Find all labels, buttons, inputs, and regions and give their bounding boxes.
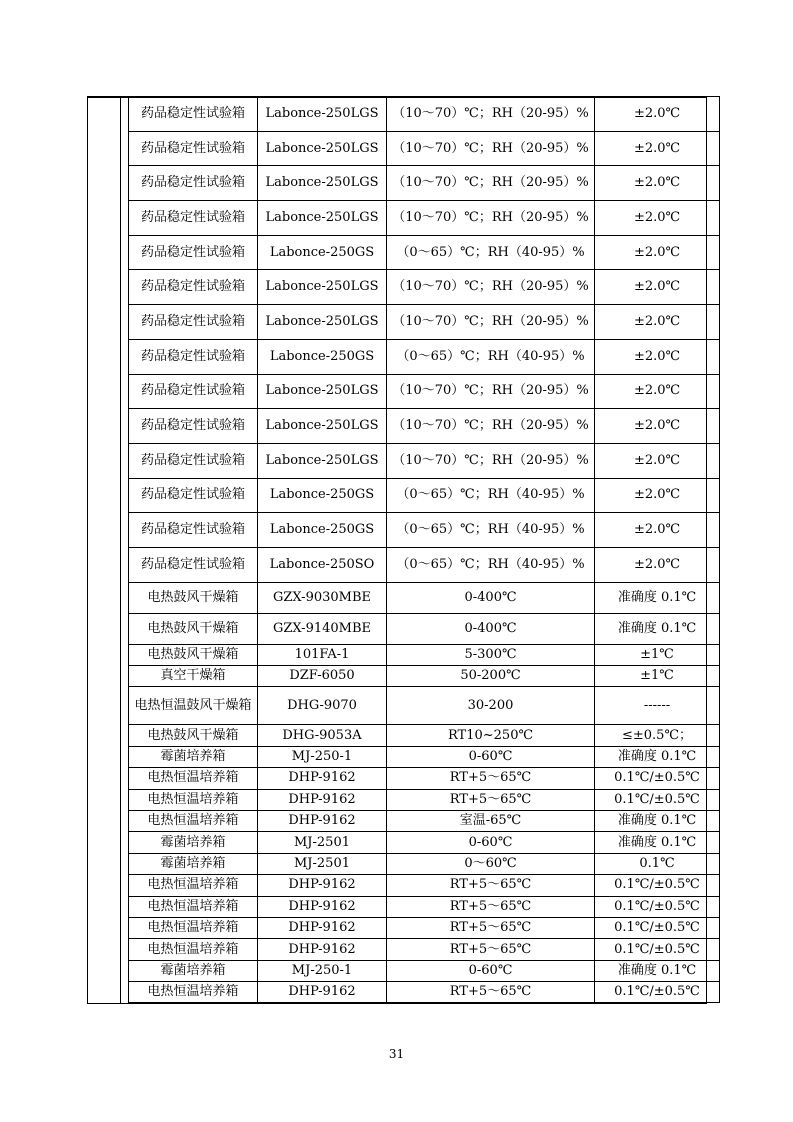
table-row — [129, 768, 720, 789]
model-cell: DHP-9162 — [258, 939, 387, 960]
accuracy-cell: 准确度 0.1℃ — [595, 810, 720, 831]
accuracy-cell: ±2.0℃ — [595, 270, 720, 305]
table-row — [129, 339, 720, 374]
accuracy-cell: ±2.0℃ — [595, 478, 720, 513]
range-cell: 0-60℃ — [387, 832, 595, 853]
equipment-name-cell: 药品稳定性试验箱 — [129, 478, 258, 513]
model-cell: DHP-9162 — [258, 896, 387, 917]
model-cell: DHP-9162 — [258, 917, 387, 938]
range-cell: （0～65）℃；RH（40-95）% — [387, 547, 595, 582]
equipment-name-cell: 电热鼓风干燥箱 — [129, 613, 258, 644]
equipment-name-cell: 药品稳定性试验箱 — [129, 443, 258, 478]
model-cell: Labonce-250LGS — [258, 166, 387, 201]
model-cell: Labonce-250LGS — [258, 409, 387, 444]
model-cell: Labonce-250GS — [258, 235, 387, 270]
table-left-column — [87, 96, 121, 1004]
model-cell: Labonce-250LGS — [258, 374, 387, 409]
equipment-name-cell: 药品稳定性试验箱 — [129, 97, 258, 132]
table-row — [129, 810, 720, 831]
equipment-name-cell: 电热鼓风干燥箱 — [129, 725, 258, 746]
equipment-table — [128, 96, 720, 1003]
table-row — [129, 235, 720, 270]
model-cell: DZF-6050 — [258, 666, 387, 687]
accuracy-cell: 0.1℃/±0.5℃ — [595, 917, 720, 938]
equipment-name-cell: 电热恒温培养箱 — [129, 768, 258, 789]
equipment-name-cell: 真空干燥箱 — [129, 666, 258, 687]
range-cell: RT+5～65℃ — [387, 982, 595, 1003]
range-cell: RT+5～65℃ — [387, 939, 595, 960]
table-row — [129, 746, 720, 767]
model-cell: GZX-9140MBE — [258, 613, 387, 644]
table-row — [129, 789, 720, 810]
accuracy-cell: ±2.0℃ — [595, 305, 720, 340]
equipment-name-cell: 药品稳定性试验箱 — [129, 270, 258, 305]
equipment-name-cell: 电热鼓风干燥箱 — [129, 644, 258, 665]
range-cell: （10～70）℃；RH（20-95）% — [387, 305, 595, 340]
table-row — [129, 725, 720, 746]
table-row — [129, 270, 720, 305]
range-cell: 0-60℃ — [387, 960, 595, 981]
table-row — [129, 939, 720, 960]
accuracy-cell: ±2.0℃ — [595, 131, 720, 166]
equipment-name-cell: 药品稳定性试验箱 — [129, 409, 258, 444]
model-cell: GZX-9030MBE — [258, 582, 387, 613]
accuracy-cell: 0.1℃ — [595, 853, 720, 874]
table-row — [129, 960, 720, 981]
range-cell: 0-60℃ — [387, 746, 595, 767]
table-row — [129, 166, 720, 201]
table-row — [129, 443, 720, 478]
table-row — [129, 853, 720, 874]
range-cell: RT+5～65℃ — [387, 917, 595, 938]
model-cell: DHG-9070 — [258, 687, 387, 725]
range-cell: （0～65）℃；RH（40-95）% — [387, 513, 595, 548]
accuracy-cell: ±2.0℃ — [595, 547, 720, 582]
model-cell: MJ-2501 — [258, 853, 387, 874]
accuracy-cell: ±2.0℃ — [595, 201, 720, 236]
table-row — [129, 982, 720, 1003]
accuracy-cell: 0.1℃/±0.5℃ — [595, 896, 720, 917]
equipment-name-cell: 药品稳定性试验箱 — [129, 166, 258, 201]
accuracy-cell: ±2.0℃ — [595, 374, 720, 409]
range-cell: 0～60℃ — [387, 853, 595, 874]
accuracy-cell: ±2.0℃ — [595, 97, 720, 132]
model-cell: Labonce-250GS — [258, 513, 387, 548]
model-cell: Labonce-250GS — [258, 339, 387, 374]
table-row — [129, 896, 720, 917]
accuracy-cell: ------ — [595, 687, 720, 725]
accuracy-cell: ±1℃ — [595, 666, 720, 687]
equipment-name-cell: 药品稳定性试验箱 — [129, 305, 258, 340]
equipment-name-cell: 电热恒温培养箱 — [129, 939, 258, 960]
equipment-name-cell: 电热恒温培养箱 — [129, 875, 258, 896]
accuracy-cell: ±2.0℃ — [595, 409, 720, 444]
equipment-table-body — [129, 97, 720, 1003]
accuracy-cell: 准确度 0.1℃ — [595, 582, 720, 613]
equipment-name-cell: 霉菌培养箱 — [129, 960, 258, 981]
table-row — [129, 582, 720, 613]
table-row — [129, 875, 720, 896]
equipment-name-cell: 霉菌培养箱 — [129, 832, 258, 853]
range-cell: （10～70）℃；RH（20-95）% — [387, 201, 595, 236]
equipment-name-cell: 药品稳定性试验箱 — [129, 131, 258, 166]
model-cell: Labonce-250LGS — [258, 305, 387, 340]
table-row — [129, 513, 720, 548]
equipment-name-cell: 霉菌培养箱 — [129, 853, 258, 874]
equipment-name-cell: 电热恒温培养箱 — [129, 982, 258, 1003]
table-row — [129, 666, 720, 687]
model-cell: DHP-9162 — [258, 789, 387, 810]
model-cell: MJ-250-1 — [258, 746, 387, 767]
equipment-name-cell: 电热恒温培养箱 — [129, 789, 258, 810]
accuracy-cell: 准确度 0.1℃ — [595, 613, 720, 644]
equipment-name-cell: 药品稳定性试验箱 — [129, 339, 258, 374]
table-row — [129, 374, 720, 409]
range-cell: 5-300℃ — [387, 644, 595, 665]
table-row — [129, 409, 720, 444]
model-cell: Labonce-250LGS — [258, 270, 387, 305]
table-row — [129, 832, 720, 853]
accuracy-cell: ±2.0℃ — [595, 235, 720, 270]
model-cell: 101FA-1 — [258, 644, 387, 665]
range-cell: RT+5～65℃ — [387, 896, 595, 917]
accuracy-cell: 0.1℃/±0.5℃ — [595, 768, 720, 789]
range-cell: （0～65）℃；RH（40-95）% — [387, 339, 595, 374]
table-row — [129, 478, 720, 513]
range-cell: （0～65）℃；RH（40-95）% — [387, 478, 595, 513]
table-row — [129, 97, 720, 132]
equipment-name-cell: 药品稳定性试验箱 — [129, 547, 258, 582]
range-cell: 30-200 — [387, 687, 595, 725]
range-cell: （10～70）℃；RH（20-95）% — [387, 270, 595, 305]
range-cell: （10～70）℃；RH（20-95）% — [387, 166, 595, 201]
model-cell: Labonce-250SO — [258, 547, 387, 582]
table-row — [129, 547, 720, 582]
accuracy-cell: 0.1℃/±0.5℃ — [595, 875, 720, 896]
model-cell: MJ-2501 — [258, 832, 387, 853]
equipment-name-cell: 霉菌培养箱 — [129, 746, 258, 767]
range-cell: （10～70）℃；RH（20-95）% — [387, 409, 595, 444]
accuracy-cell: 0.1℃/±0.5℃ — [595, 789, 720, 810]
accuracy-cell: ±2.0℃ — [595, 513, 720, 548]
equipment-name-cell: 电热恒温培养箱 — [129, 917, 258, 938]
table-row — [129, 644, 720, 665]
accuracy-cell: ±2.0℃ — [595, 339, 720, 374]
model-cell: DHP-9162 — [258, 875, 387, 896]
model-cell: DHG-9053A — [258, 725, 387, 746]
model-cell: DHP-9162 — [258, 768, 387, 789]
equipment-name-cell: 药品稳定性试验箱 — [129, 235, 258, 270]
table-row — [129, 917, 720, 938]
page-number: 31 — [388, 1047, 405, 1061]
accuracy-cell: ±2.0℃ — [595, 443, 720, 478]
model-cell: Labonce-250LGS — [258, 201, 387, 236]
accuracy-cell: ±1℃ — [595, 644, 720, 665]
accuracy-cell: 准确度 0.1℃ — [595, 960, 720, 981]
accuracy-cell: 0.1℃/±0.5℃ — [595, 939, 720, 960]
table-row — [129, 201, 720, 236]
model-cell: Labonce-250LGS — [258, 443, 387, 478]
equipment-name-cell: 药品稳定性试验箱 — [129, 201, 258, 236]
range-cell: （10～70）℃；RH（20-95）% — [387, 97, 595, 132]
table-row — [129, 687, 720, 725]
equipment-name-cell: 电热恒温培养箱 — [129, 810, 258, 831]
range-cell: （10～70）℃；RH（20-95）% — [387, 131, 595, 166]
range-cell: （0～65）℃；RH（40-95）% — [387, 235, 595, 270]
equipment-name-cell: 电热恒温培养箱 — [129, 896, 258, 917]
accuracy-cell: 0.1℃/±0.5℃ — [595, 982, 720, 1003]
table-row — [129, 613, 720, 644]
range-cell: RT+5～65℃ — [387, 789, 595, 810]
range-cell: RT+5～65℃ — [387, 768, 595, 789]
range-cell: 50-200℃ — [387, 666, 595, 687]
model-cell: Labonce-250GS — [258, 478, 387, 513]
range-cell: 0-400℃ — [387, 613, 595, 644]
range-cell: （10～70）℃；RH（20-95）% — [387, 374, 595, 409]
equipment-name-cell: 电热鼓风干燥箱 — [129, 582, 258, 613]
range-cell: 0-400℃ — [387, 582, 595, 613]
range-cell: RT+5～65℃ — [387, 875, 595, 896]
model-cell: Labonce-250LGS — [258, 97, 387, 132]
accuracy-cell: ≤±0.5℃； — [595, 725, 720, 746]
table-row — [129, 131, 720, 166]
accuracy-cell: 准确度 0.1℃ — [595, 832, 720, 853]
model-cell: DHP-9162 — [258, 982, 387, 1003]
equipment-name-cell: 药品稳定性试验箱 — [129, 513, 258, 548]
range-cell: （10～70）℃；RH（20-95）% — [387, 443, 595, 478]
model-cell: MJ-250-1 — [258, 960, 387, 981]
equipment-name-cell: 药品稳定性试验箱 — [129, 374, 258, 409]
model-cell: DHP-9162 — [258, 810, 387, 831]
equipment-name-cell: 电热恒温鼓风干燥箱 — [129, 687, 258, 725]
model-cell: Labonce-250LGS — [258, 131, 387, 166]
range-cell: RT10~250℃ — [387, 725, 595, 746]
accuracy-cell: 准确度 0.1℃ — [595, 746, 720, 767]
accuracy-cell: ±2.0℃ — [595, 166, 720, 201]
table-row — [129, 305, 720, 340]
range-cell: 室温-65℃ — [387, 810, 595, 831]
